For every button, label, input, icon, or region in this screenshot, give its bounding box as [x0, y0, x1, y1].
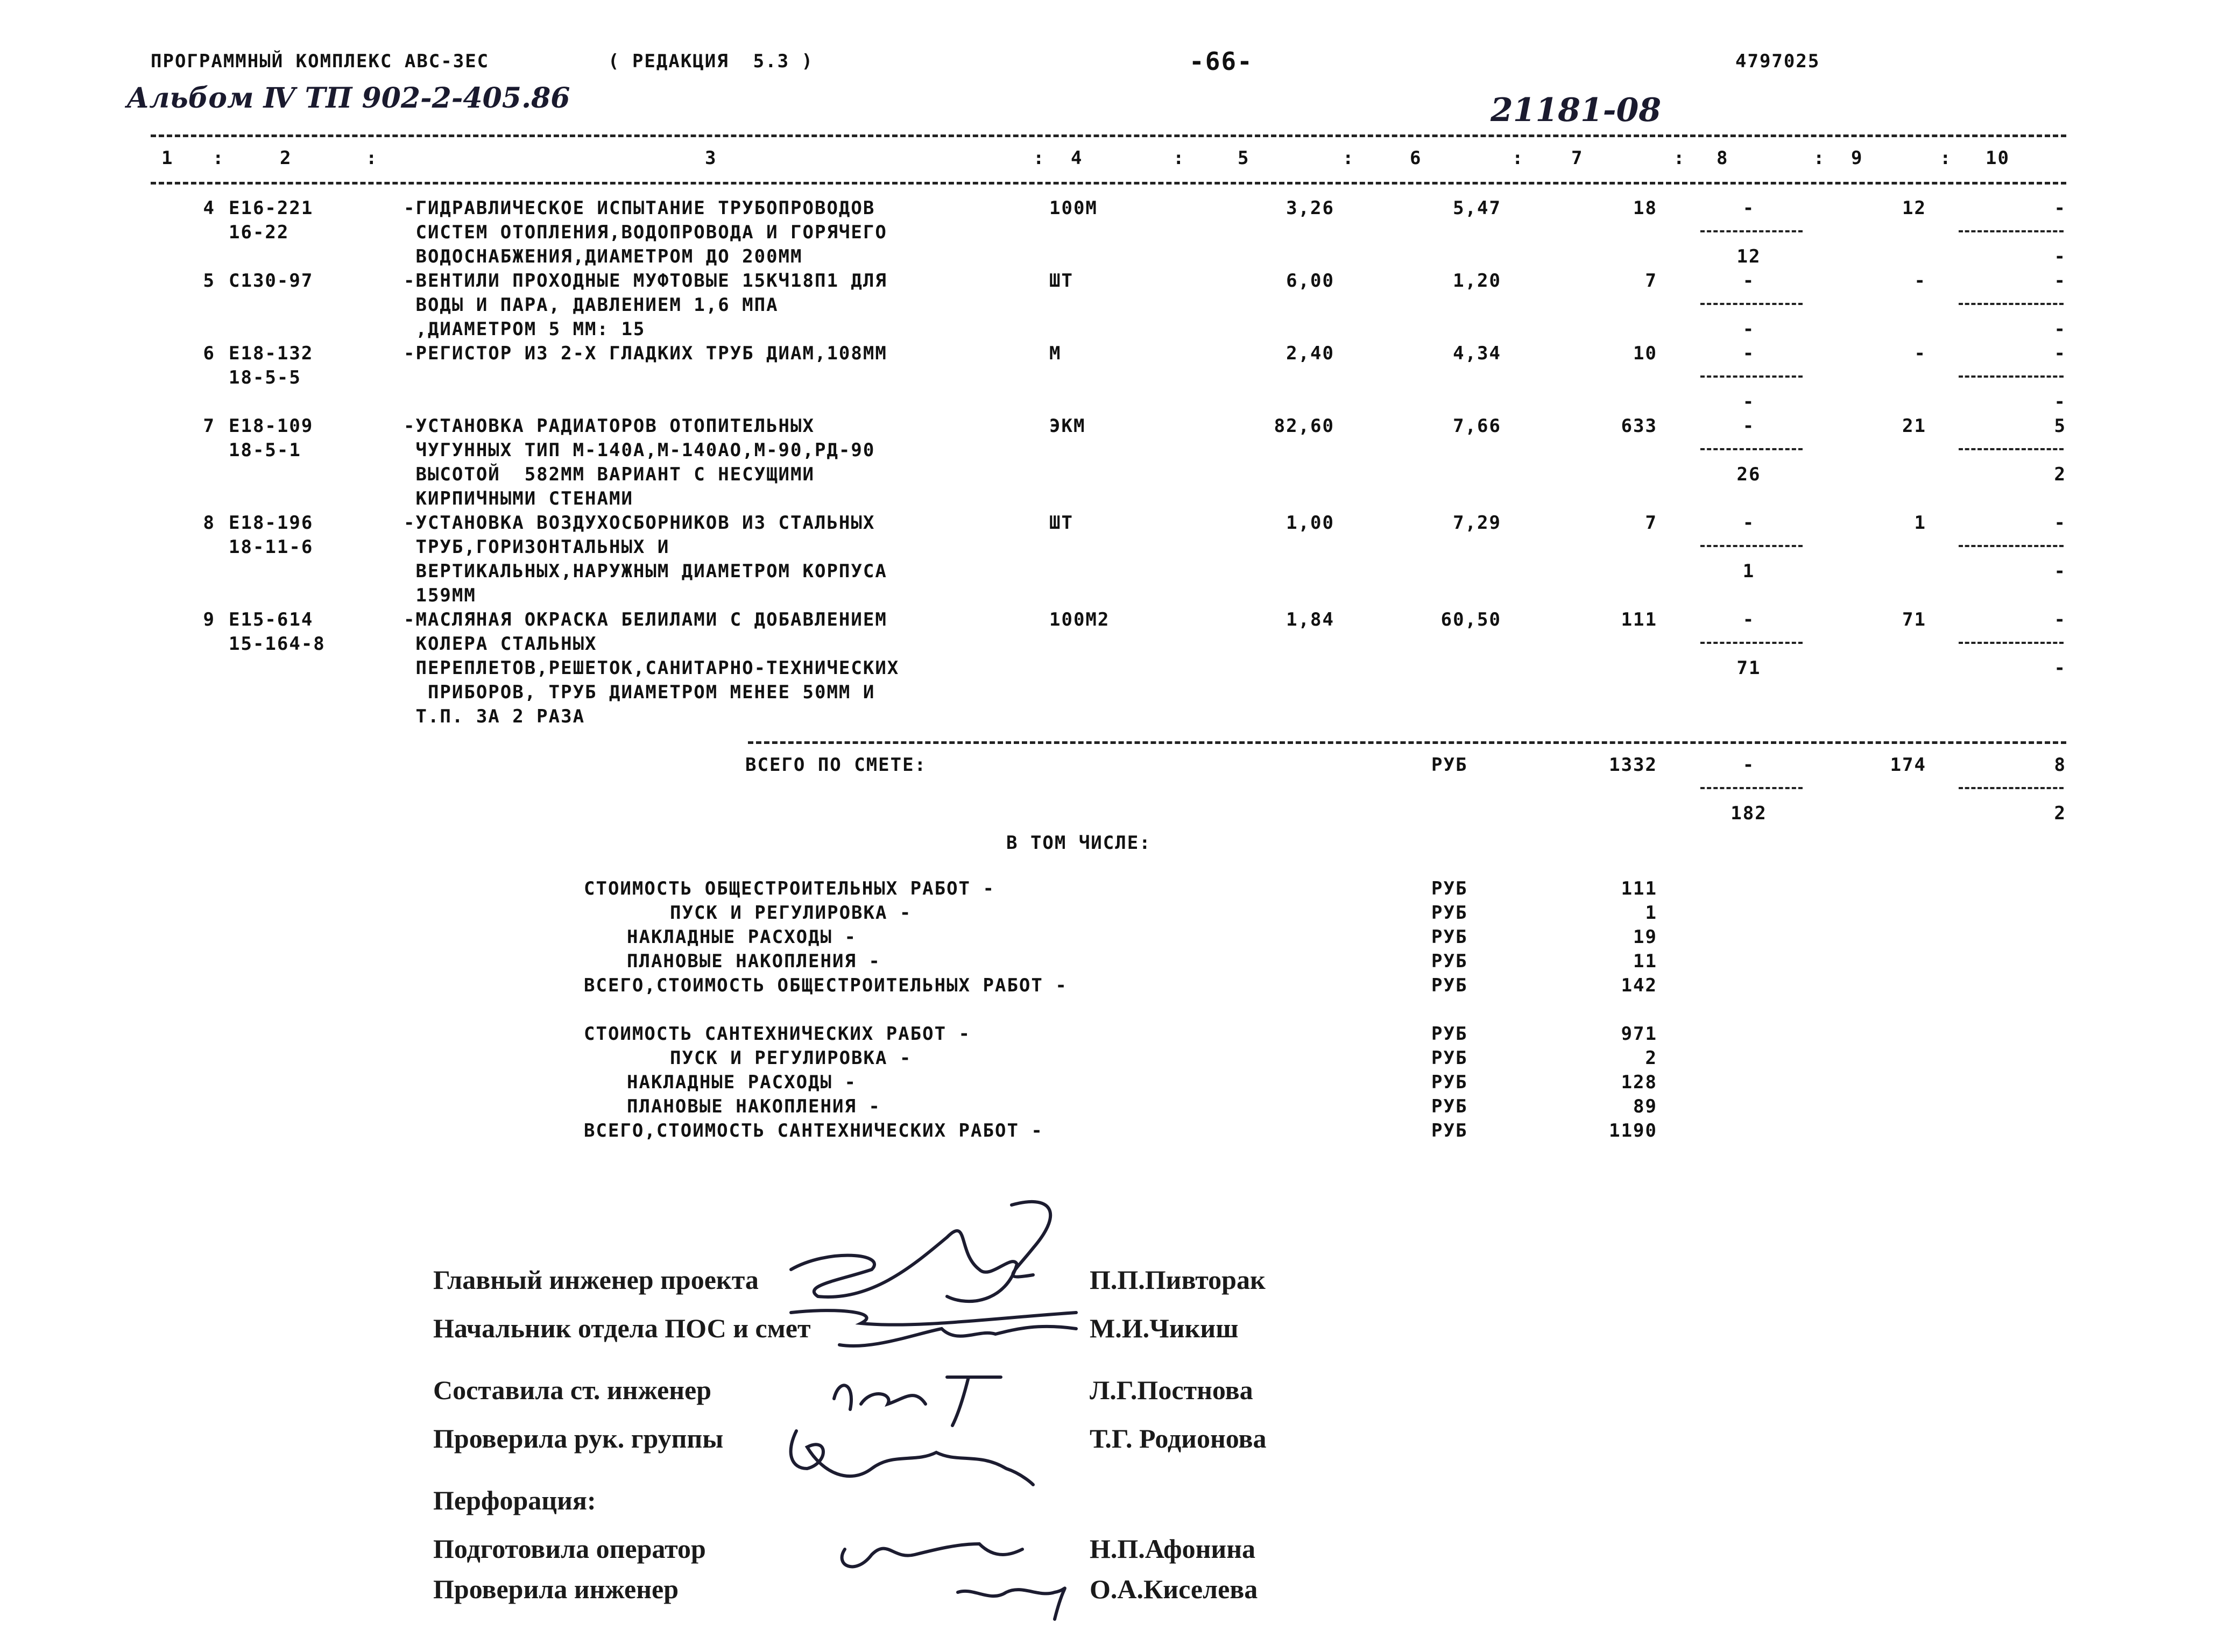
breakdown-unit: РУБ	[1431, 1023, 1468, 1045]
column-header-1: 1	[161, 147, 174, 169]
album-label: Альбом Ⅳ ТП 902-2-405.86	[126, 82, 570, 115]
row-quantity: 6,00	[1286, 270, 1334, 292]
perforation-name: Н.П.Афонина	[1090, 1534, 1256, 1564]
row-description-line: ВЕРТИКАЛЬНЫХ,НАРУЖНЫМ ДИАМЕТРОМ КОРПУСА	[404, 561, 887, 582]
signature-role: Составила ст. инженер	[433, 1375, 712, 1405]
row-c8-top: -	[1742, 343, 1755, 364]
stamp-number: 21181-08	[1491, 91, 1662, 129]
perforation-label: Перфорация:	[433, 1485, 596, 1515]
row-total: 7	[1645, 270, 1657, 292]
row-total: 633	[1621, 415, 1657, 437]
row-c8-bottom: 12	[1736, 246, 1761, 267]
breakdown-value: 1	[1645, 902, 1657, 924]
row-c10-top: -	[2054, 270, 2066, 292]
breakdown-value: 1190	[1609, 1120, 1657, 1141]
row-description-line: -МАСЛЯНАЯ ОКРАСКА БЕЛИЛАМИ С ДОБАВЛЕНИЕМ	[404, 609, 887, 630]
column-header-9: 9	[1851, 147, 1863, 169]
column-header-5: 5	[1238, 147, 1250, 169]
column-separator: :	[1173, 147, 1185, 169]
row-c9: -	[1914, 343, 1926, 364]
row-unit-price: 7,66	[1453, 415, 1501, 437]
total-unit: РУБ	[1431, 754, 1468, 776]
row-code: Е16-221	[229, 197, 314, 219]
signature-scribble-5	[834, 1377, 1001, 1426]
row-c9: -	[1914, 270, 1926, 292]
breakdown-label: ПУСК И РЕГУЛИРОВКА -	[670, 1047, 912, 1069]
breakdown-value: 128	[1621, 1072, 1657, 1093]
signature-role: Начальник отдела ПОС и смет	[433, 1313, 811, 1343]
row-unit-price: 1,20	[1453, 270, 1501, 292]
row-quantity: 1,00	[1286, 512, 1334, 534]
breakdown-value: 111	[1621, 878, 1657, 899]
row-description-line: КОЛЕРА СТАЛЬНЫХ	[404, 633, 597, 655]
row-description-line: ВОДОСНАБЖЕНИЯ,ДИАМЕТРОМ ДО 200ММ	[404, 246, 803, 267]
perforation-name: О.А.Киселева	[1090, 1574, 1258, 1604]
row-code-sub: 18-5-5	[229, 367, 301, 388]
breakdown-label: ВСЕГО,СТОИМОСТЬ ОБЩЕСТРОИТЕЛЬНЫХ РАБОТ -	[584, 975, 1068, 996]
row-c9: 1	[1914, 512, 1926, 534]
row-code-sub: 18-11-6	[229, 536, 314, 558]
total-label: ВСЕГО ПО СМЕТЕ:	[745, 754, 927, 776]
row-number: 5	[203, 270, 215, 292]
breakdown-unit: РУБ	[1431, 1047, 1468, 1069]
signature-role: Проверила рук. группы	[433, 1423, 724, 1454]
signature-scribble-1	[791, 1231, 1017, 1301]
breakdown-label: НАКЛАДНЫЕ РАСХОДЫ -	[627, 926, 857, 948]
doc-code: 4797025	[1735, 51, 1820, 72]
column-header-10: 10	[1986, 147, 2010, 169]
including-label: В ТОМ ЧИСЛЕ:	[1006, 832, 1152, 854]
row-number: 8	[203, 512, 215, 534]
perforation-role: Проверила инженер	[433, 1574, 679, 1604]
row-c10-bottom: -	[2054, 391, 2066, 413]
breakdown-label: ПЛАНОВЫЕ НАКОПЛЕНИЯ -	[627, 951, 881, 972]
row-number: 6	[203, 343, 215, 364]
breakdown-unit: РУБ	[1431, 902, 1468, 924]
breakdown-value: 19	[1633, 926, 1657, 948]
row-code-sub: 15-164-8	[229, 633, 326, 655]
total-c8-bottom: 182	[1730, 803, 1767, 824]
column-separator: :	[1813, 147, 1826, 169]
row-unit: ЭКМ	[1049, 415, 1086, 437]
breakdown-value: 971	[1621, 1023, 1657, 1045]
row-description-line: КИРПИЧНЫМИ СТЕНАМИ	[404, 488, 633, 509]
page-number: -66-	[1189, 47, 1253, 76]
row-quantity: 82,60	[1274, 415, 1334, 437]
row-quantity: 3,26	[1286, 197, 1334, 219]
row-description-line: -УСТАНОВКА РАДИАТОРОВ ОТОПИТЕЛЬНЫХ	[404, 415, 815, 437]
row-description-line: -УСТАНОВКА ВОЗДУХОСБОРНИКОВ ИЗ СТАЛЬНЫХ	[404, 512, 875, 534]
column-separator: :	[1940, 147, 1952, 169]
row-code: Е18-132	[229, 343, 314, 364]
row-c9: 21	[1902, 415, 1926, 437]
breakdown-label: СТОИМОСТЬ САНТЕХНИЧЕСКИХ РАБОТ -	[584, 1023, 971, 1045]
breakdown-value: 142	[1621, 975, 1657, 996]
row-c10-bottom: 2	[2054, 464, 2066, 485]
row-c8-bottom: 26	[1736, 464, 1761, 485]
row-description-line: 159ММ	[404, 585, 476, 606]
column-separator: :	[1033, 147, 1046, 169]
row-description-line: Т.П. ЗА 2 РАЗА	[404, 706, 585, 727]
row-c8-bottom: 71	[1736, 657, 1761, 679]
breakdown-unit: РУБ	[1431, 975, 1468, 996]
column-header-6: 6	[1410, 147, 1422, 169]
row-c10-top: -	[2054, 609, 2066, 630]
column-header-8: 8	[1717, 147, 1729, 169]
row-code: Е18-109	[229, 415, 314, 437]
row-c8-bottom: -	[1742, 391, 1755, 413]
row-unit-price: 60,50	[1440, 609, 1501, 630]
column-separator: :	[213, 147, 225, 169]
signature-name: М.И.Чикиш	[1090, 1313, 1239, 1343]
row-c10-bottom: -	[2054, 657, 2066, 679]
row-c8-bottom: -	[1742, 318, 1755, 340]
row-description-line: -ГИДРАВЛИЧЕСКОЕ ИСПЫТАНИЕ ТРУБОПРОВОДОВ	[404, 197, 875, 219]
row-c8-top: -	[1742, 270, 1755, 292]
program-title: ПРОГРАММНЫЙ КОМПЛЕКС АВС-3ЕС	[151, 51, 490, 72]
breakdown-value: 89	[1633, 1096, 1657, 1117]
row-description-line: ВОДЫ И ПАРА, ДАВЛЕНИЕМ 1,6 МПА	[404, 294, 779, 316]
breakdown-unit: РУБ	[1431, 1096, 1468, 1117]
row-c8-top: -	[1742, 197, 1755, 219]
breakdown-unit: РУБ	[1431, 926, 1468, 948]
row-number: 4	[203, 197, 215, 219]
edition-label: ( РЕДАКЦИЯ 5.3 )	[608, 51, 814, 72]
row-total: 7	[1645, 512, 1657, 534]
column-header-4: 4	[1071, 147, 1083, 169]
breakdown-label: ВСЕГО,СТОИМОСТЬ САНТЕХНИЧЕСКИХ РАБОТ -	[584, 1120, 1043, 1141]
row-c10-top: -	[2054, 512, 2066, 534]
row-description-line: ПРИБОРОВ, ТРУБ ДИАМЕТРОМ МЕНЕЕ 50ММ И	[404, 682, 875, 703]
column-separator: :	[1673, 147, 1686, 169]
row-unit: ШТ	[1049, 270, 1073, 292]
breakdown-label: НАКЛАДНЫЕ РАСХОДЫ -	[627, 1072, 857, 1093]
row-c10-top: -	[2054, 197, 2066, 219]
breakdown-value: 11	[1633, 951, 1657, 972]
row-c8-top: -	[1742, 512, 1755, 534]
total-value: 1332	[1609, 754, 1657, 776]
total-c10-bottom: 2	[2054, 803, 2066, 824]
row-total: 10	[1633, 343, 1657, 364]
column-separator: :	[1343, 147, 1355, 169]
total-c10-top: 8	[2054, 754, 2066, 776]
breakdown-unit: РУБ	[1431, 878, 1468, 899]
row-number: 9	[203, 609, 215, 630]
signature-name: Л.Г.Постнова	[1090, 1375, 1253, 1405]
signature-name: П.П.Пивторак	[1090, 1265, 1266, 1295]
row-total: 111	[1621, 609, 1657, 630]
row-c10-bottom: -	[2054, 246, 2066, 267]
signature-scribble-2	[1012, 1202, 1050, 1277]
column-separator: :	[1512, 147, 1524, 169]
row-c8-top: -	[1742, 415, 1755, 437]
row-code-sub: 16-22	[229, 222, 289, 243]
row-description-line: ,ДИАМЕТРОМ 5 ММ: 15	[404, 318, 646, 340]
row-c8-top: -	[1742, 609, 1755, 630]
signature-name: Т.Г. Родионова	[1090, 1423, 1267, 1454]
total-c8-top: -	[1742, 754, 1755, 776]
signature-scribble-6	[791, 1431, 1033, 1485]
row-description-line: ТРУБ,ГОРИЗОНТАЛЬНЫХ И	[404, 536, 670, 558]
row-c9: 71	[1902, 609, 1926, 630]
row-code: С130-97	[229, 270, 314, 292]
row-description-line: ЧУГУННЫХ ТИП М-140А,М-140АО,М-90,РД-90	[404, 439, 875, 461]
row-unit: ШТ	[1049, 512, 1073, 534]
signature-scribble-3	[791, 1310, 1076, 1325]
row-unit-price: 4,34	[1453, 343, 1501, 364]
column-header-7: 7	[1571, 147, 1584, 169]
breakdown-unit: РУБ	[1431, 951, 1468, 972]
row-c9: 12	[1902, 197, 1926, 219]
row-unit: М	[1049, 343, 1062, 364]
breakdown-label: СТОИМОСТЬ ОБЩЕСТРОИТЕЛЬНЫХ РАБОТ -	[584, 878, 995, 899]
signature-scribble-4	[839, 1327, 1076, 1346]
row-description-line: -ВЕНТИЛИ ПРОХОДНЫЕ МУФТОВЫЕ 15КЧ18П1 ДЛЯ	[404, 270, 887, 292]
breakdown-unit: РУБ	[1431, 1072, 1468, 1093]
row-unit: 100М	[1049, 197, 1098, 219]
row-description-line: СИСТЕМ ОТОПЛЕНИЯ,ВОДОПРОВОДА И ГОРЯЧЕГО	[404, 222, 887, 243]
row-description-line: ВЫСОТОЙ 582ММ ВАРИАНТ С НЕСУЩИМИ	[404, 464, 815, 485]
breakdown-unit: РУБ	[1431, 1120, 1468, 1141]
row-c10-top: 5	[2054, 415, 2066, 437]
breakdown-label: ПЛАНОВЫЕ НАКОПЛЕНИЯ -	[627, 1096, 881, 1117]
row-unit-price: 7,29	[1453, 512, 1501, 534]
signature-scribble-7	[842, 1544, 1022, 1566]
row-quantity: 2,40	[1286, 343, 1334, 364]
column-header-3: 3	[705, 147, 717, 169]
row-code: Е18-196	[229, 512, 314, 534]
row-quantity: 1,84	[1286, 609, 1334, 630]
total-c9: 174	[1890, 754, 1926, 776]
perforation-role: Подготовила оператор	[433, 1534, 706, 1564]
row-c10-bottom: -	[2054, 561, 2066, 582]
row-description-line: ПЕРЕПЛЕТОВ,РЕШЕТОК,САНИТАРНО-ТЕХНИЧЕСКИХ	[404, 657, 900, 679]
signature-role: Главный инженер проекта	[433, 1265, 759, 1295]
row-code-sub: 18-5-1	[229, 439, 301, 461]
row-code: Е15-614	[229, 609, 314, 630]
row-unit: 100М2	[1049, 609, 1110, 630]
row-c10-bottom: -	[2054, 318, 2066, 340]
row-c8-bottom: 1	[1742, 561, 1755, 582]
breakdown-label: ПУСК И РЕГУЛИРОВКА -	[670, 902, 912, 924]
breakdown-value: 2	[1645, 1047, 1657, 1069]
row-unit-price: 5,47	[1453, 197, 1501, 219]
signature-scribble-8	[958, 1588, 1065, 1619]
column-separator: :	[366, 147, 378, 169]
row-total: 18	[1633, 197, 1657, 219]
row-c10-top: -	[2054, 343, 2066, 364]
row-description-line: -РЕГИСТОР ИЗ 2-Х ГЛАДКИХ ТРУБ ДИАМ,108ММ	[404, 343, 887, 364]
row-number: 7	[203, 415, 215, 437]
column-header-2: 2	[280, 147, 292, 169]
